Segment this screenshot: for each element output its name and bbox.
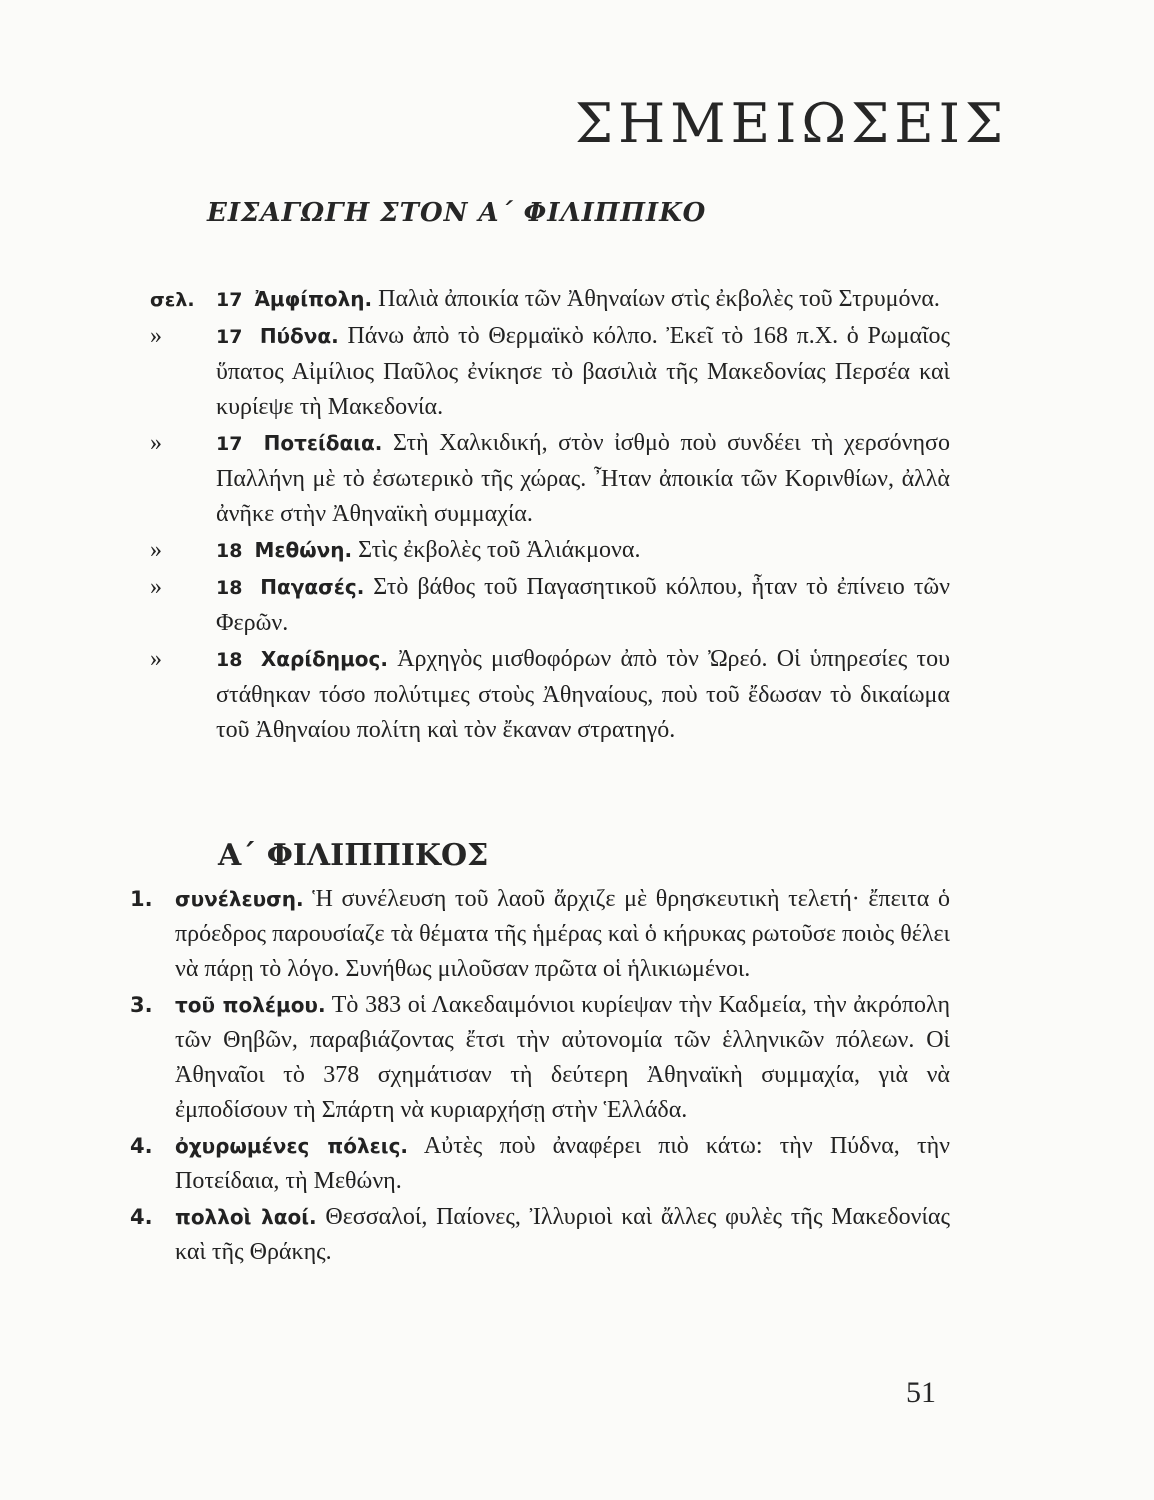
note-text: Τὸ 383 οἱ Λακεδαιμόνιοι κυρίεψαν τὴν Καδμεία, τὴν ἀκρόπολη τῶν Θηβῶν, παραβιάζοντας ἔτσι τὴν αὐτονομία τῶν ἑλληνικῶν πόλεων. Οἱ Ἀθηναῖοι τὸ 378 σχημάτισαν τὴ δεύτερη Ἀθηναϊκὴ συμμαχία, γιὰ νὰ ἐμποδίσουν τὴ Σπάρτη νὰ κυριαρχήσῃ στὴν Ἑλλάδα. <box>175 992 950 1123</box>
note-text: Πάνω ἀπὸ τὸ Θερμαϊκὸ κόλπο. Ἐκεῖ τὸ 168 π.Χ. ὁ Ρωμαῖος ὕπατος Αἰμίλιος Παῦλος ἐνίκησε τὸ βασιλιὰ τῆς Μακεδονίας Περσέα καὶ κυρίεψε τὴ Μακεδονία. <box>216 323 951 420</box>
note-text: Ἡ συνέλευση τοῦ λαοῦ ἄρχιζε μὲ θρησκευτικὴ τελετή· ἔπειτα ὁ πρόεδρος παρουσίαζε τὰ θέματα τῆς ἡμέρας καὶ ὁ κήρυκας ρωτοῦσε ποιὸς θέλει νὰ πάρῃ τὸ λόγο. Συνήθως μιλοῦσαν πρῶτα οἱ ἡλικιωμένοι. <box>175 886 950 982</box>
note-term: τοῦ πολέμου. <box>175 993 326 1017</box>
note-entry <box>150 570 950 641</box>
note-text: Ἀρχηγὸς μισθοφόρων ἀπὸ τὸν Ὠρεό. Οἱ ὑπηρεσίες του στάθηκαν τόσο πολύτιμες στοὺς Ἀθηναίους, ποὺ τοῦ ἔδωσαν τὸ δικαίωμα τοῦ Ἀθηναίου πολίτη καὶ τὸν ἔκαναν στρατηγό. <box>216 646 951 743</box>
note-text: Στὶς ἐκβολὲς τοῦ Ἁλιάκμονα. <box>352 537 641 563</box>
note-page: 17 <box>216 433 243 455</box>
note-entry <box>130 1129 950 1199</box>
note-entry <box>150 319 950 425</box>
note-term: συνέλευση. <box>175 887 304 911</box>
note-term: Ποτείδαια. <box>263 431 383 455</box>
note-number: 4. <box>130 1134 153 1158</box>
note-term: Μεθώνη. <box>254 538 353 562</box>
page-number: 51 <box>906 1376 936 1409</box>
page-title: ΣΗΜΕΙΩΣΕΙΣ <box>575 92 1009 155</box>
note-text: Θεσσαλοί, Παίονες, Ἰλλυριοὶ καὶ ἄλλες φυλὲς τῆς Μακεδονίας καὶ τῆς Θράκης. <box>175 1204 950 1265</box>
note-page: 17 <box>216 326 243 348</box>
note-ref: » <box>150 537 162 563</box>
note-ref: » <box>150 646 162 672</box>
note-page: 17 <box>216 289 243 311</box>
note-entry <box>130 1200 950 1270</box>
note-ref: » <box>150 323 162 349</box>
note-entry <box>150 282 950 318</box>
note-entry <box>150 642 950 748</box>
note-term: πολλοὶ λαοί. <box>175 1205 317 1229</box>
note-number: 1. <box>130 887 153 911</box>
note-term: Πύδνα. <box>259 324 339 348</box>
note-term: ὀχυρωμένες πόλεις. <box>175 1134 409 1158</box>
note-ref: » <box>150 430 162 456</box>
note-entry <box>130 882 950 987</box>
introduction-notes <box>150 282 950 749</box>
note-entry <box>130 988 950 1128</box>
note-number: 4. <box>130 1205 153 1229</box>
note-page: 18 <box>216 577 243 599</box>
note-text: Στὸ βάθος τοῦ Παγασητικοῦ κόλπου, ἦταν τὸ ἐπίνειο τῶν Φερῶν. <box>216 574 951 636</box>
note-term: Χαρίδημος. <box>260 647 389 671</box>
philippic-notes <box>130 882 950 1271</box>
note-entry <box>150 426 950 532</box>
note-term: Παγασές. <box>260 575 365 599</box>
section-heading-introduction: ΕΙΣΑΓΩΓΗ ΣΤΟΝ Α΄ ΦΙΛΙΠΠΙΚΟ <box>207 198 707 228</box>
note-number: 3. <box>130 993 153 1017</box>
note-entry <box>150 533 950 569</box>
note-text: Παλιὰ ἀποικία τῶν Ἀθηναίων στὶς ἐκβολὲς τοῦ Στρυμόνα. <box>372 286 940 312</box>
note-ref: σελ. <box>150 289 195 311</box>
note-term: Ἀμφίπολη. <box>254 287 373 311</box>
note-ref: » <box>150 574 162 600</box>
note-text: Στὴ Χαλκιδική, στὸν ἰσθμὸ ποὺ συνδέει τὴ χερσόνησο Παλλήνη μὲ τὸ ἐσωτερικὸ τῆς χώρας. Ἦταν ἀποικία τῶν Κορινθίων, ἀλλὰ ἀνῆκε στὴν Ἀθηναϊκὴ συμμαχία. <box>216 430 950 527</box>
section-heading-first-philippic: Α΄ ΦΙΛΙΠΠΙΚΟΣ <box>218 838 489 873</box>
note-text: Αὐτὲς ποὺ ἀναφέρει πιὸ κάτω: τὴν Πύδνα, τὴν Ποτείδαια, τὴ Μεθώνη. <box>175 1133 950 1194</box>
note-page: 18 <box>216 540 243 562</box>
note-page: 18 <box>216 649 243 671</box>
